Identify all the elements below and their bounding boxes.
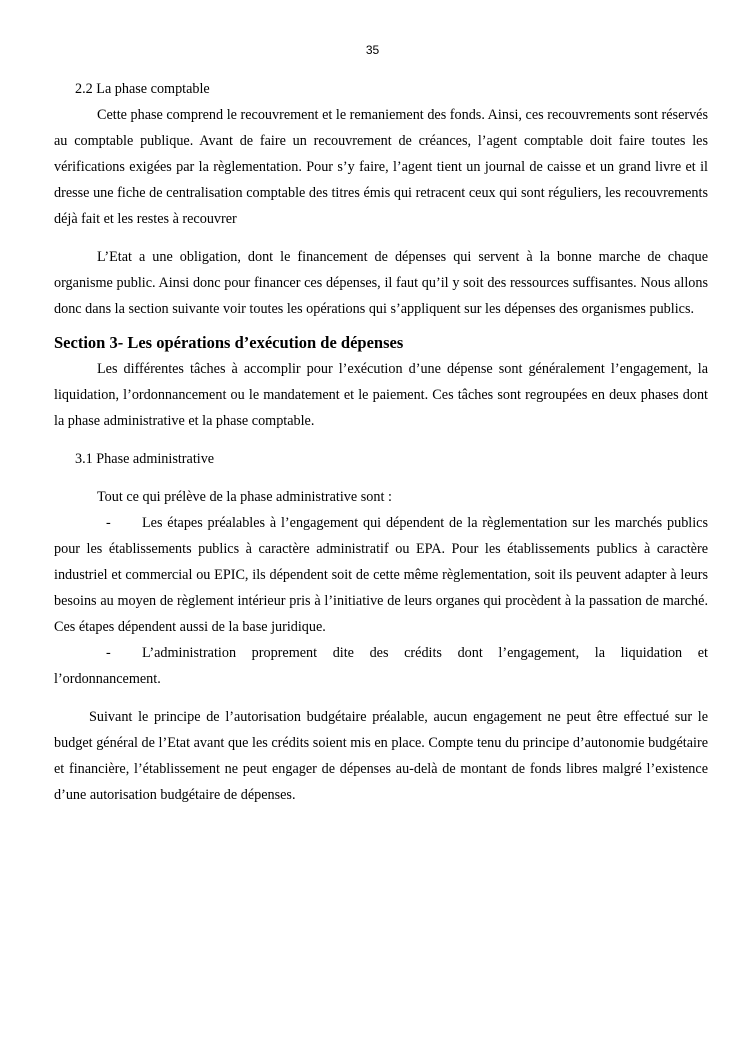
bullet-text: Les étapes préalables à l’engagement qui dépendent de la règlementation sur les marchés publics pour les établissements publics à caractère administratif ou EPA. Pour les établissements publics à caractère industriel et commercial ou EPIC, ils dépendent soit de cette même règlementation, soit ils peuvent adapter à leurs besoins au moyen de règlement intérieur pris à l’initiative de leurs organes qui procèdent à la passation de marché. Ces étapes dépendent aussi de la base juridique. (54, 515, 708, 635)
paragraph-obligation-etat: L’Etat a une obligation, dont le financement de dépenses qui servent à la bonne marche de chaque organisme public. Ainsi donc pour financer ces dépenses, il faut qu’il y soit des ressources suffisantes. Nous allons donc dans la section suivante voir toutes les opérations qui s’appliquent sur les dépenses des organismes publics. (54, 249, 708, 317)
paragraph-recouvrement: Cette phase comprend le recouvrement et le remaniement des fonds. Ainsi, ces recouvrements sont réservés au comptable publique. Avant de faire un recouvrement de créances, l’agent comptable doit faire toutes les vérifications exigées par la règlementation. Pour s’y faire, l’agent tient un journal de caisse et un grand livre et il dresse une fiche de centralisation comptable des titres émis qui retracent ceux qui sont réguliers, les recouvrements déjà fait et les restes à recouvrer (54, 107, 708, 227)
paragraph-phase-administrative: Tout ce qui prélève de la phase administrative sont : (97, 489, 392, 505)
bullet-text: L’administration proprement dite des crédits dont l’engagement, la liquidation et l’ordonnancement. (54, 645, 708, 687)
section-3-title: Section 3- Les opérations d’exécution de dépenses (54, 333, 404, 352)
subsection-heading-3-1: 3.1 Phase administrative (75, 451, 215, 467)
bullet-item-etapes (54, 510, 708, 640)
subsection-heading-2-2: 2.2 La phase comptable (75, 81, 210, 97)
bullet-item-administration (54, 640, 708, 692)
paragraph-taches: Les différentes tâches à accomplir pour l’exécution d’une dépense sont généralement l’engagement, la liquidation, l’ordonnancement ou le mandatement et le paiement. Ces tâches sont regroupées en deux phases dont la phase administrative et la phase comptable. (54, 361, 708, 429)
bullet-marker: - (106, 645, 111, 661)
paragraph-autorisation-budgetaire: Suivant le principe de l’autorisation budgétaire préalable, aucun engagement ne peut être effectué sur le budget général de l’Etat avant que les crédits soient mis en place. Compte tenu du principe d’autonomie budgétaire et financière, l’établissement ne peut engager de dépenses au-delà de montant de fonds libres malgré l’existence d’une autorisation budgétaire de dépenses. (54, 709, 708, 803)
page-number: 35 (365, 43, 380, 57)
page-content (54, 76, 708, 808)
bullet-marker: - (106, 515, 111, 531)
